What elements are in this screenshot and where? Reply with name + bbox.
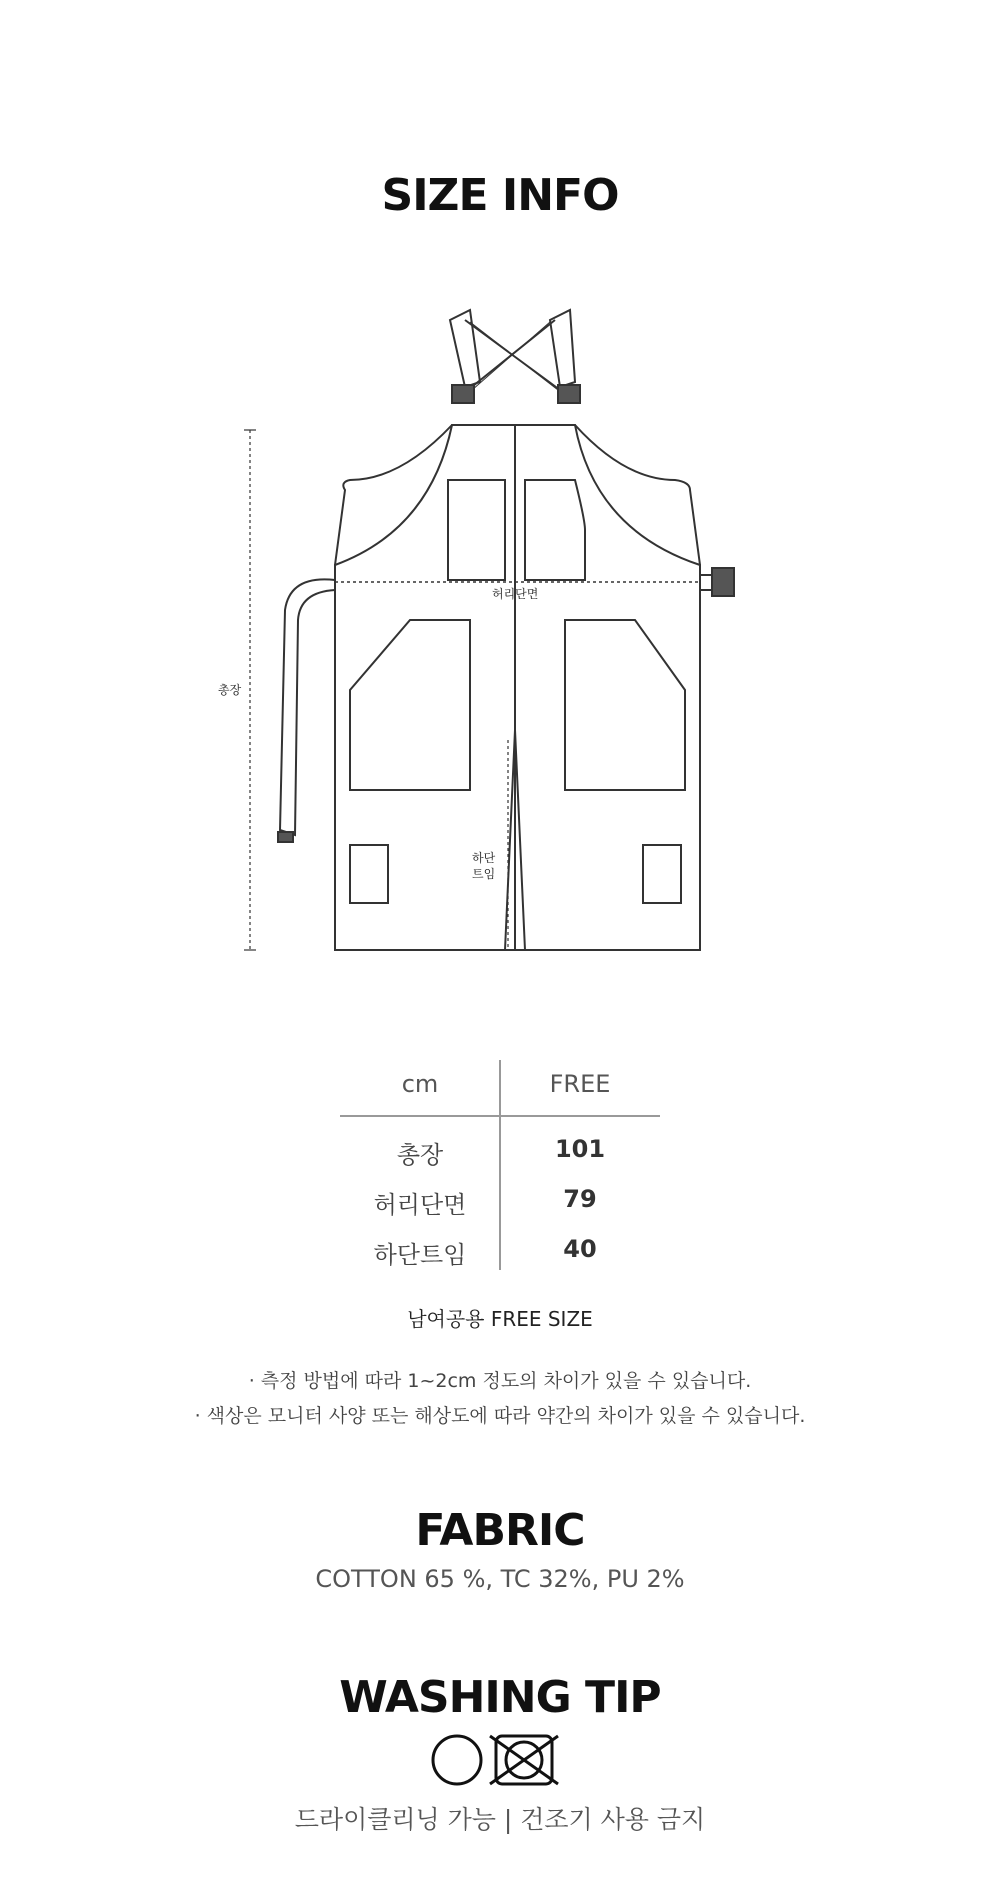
row-label: 총장	[396, 1141, 444, 1169]
right-small-pocket	[643, 845, 681, 903]
right-bib-pocket	[525, 480, 585, 580]
unisex-size-text: 남여공용 FREE SIZE	[407, 1307, 593, 1331]
label-waist: 허리단면	[492, 587, 539, 601]
left-lower-pocket	[350, 620, 470, 790]
row-label: 하단트임	[373, 1241, 467, 1269]
size-table	[340, 1060, 660, 1270]
dry-clean-icon	[433, 1736, 481, 1784]
no-tumble-dry-icon	[490, 1736, 558, 1784]
left-waist-tie	[280, 579, 335, 835]
row-value: 79	[563, 1185, 597, 1213]
left-small-pocket	[350, 845, 388, 903]
fabric-composition: COTTON 65 %, TC 32%, PU 2%	[315, 1565, 685, 1593]
header-size: FREE	[549, 1070, 611, 1098]
size-info-title: SIZE INFO	[381, 170, 619, 221]
left-strap	[450, 310, 480, 387]
header-unit: cm	[401, 1070, 439, 1098]
row-value: 40	[563, 1235, 597, 1263]
apron-diagram	[0, 290, 1000, 990]
row-label: 허리단면	[373, 1191, 467, 1219]
fabric-title: FABRIC	[415, 1505, 585, 1556]
apron-body	[335, 425, 700, 950]
label-total-length: 총장	[218, 683, 242, 697]
label-hem-slit-1: 하단	[472, 851, 496, 865]
washing-icons	[430, 1733, 570, 1787]
color-note: · 색상은 모니터 사양 또는 해상도에 따라 약간의 차이가 있을 수 있습니다.	[194, 1405, 806, 1427]
washing-tip-title: WASHING TIP	[339, 1672, 661, 1723]
left-buckle	[452, 385, 474, 403]
label-hem-slit-2: 트임	[472, 867, 496, 881]
row-value: 101	[554, 1135, 606, 1163]
right-buckle	[558, 385, 580, 403]
right-lower-pocket	[565, 620, 685, 790]
waist-buckle	[712, 568, 734, 596]
left-bib-pocket	[448, 480, 505, 580]
washing-instructions: 드라이클리닝 가능 | 건조기 사용 금지	[294, 1805, 706, 1834]
measurement-note: · 측정 방법에 따라 1~2cm 정도의 차이가 있을 수 있습니다.	[248, 1370, 752, 1392]
